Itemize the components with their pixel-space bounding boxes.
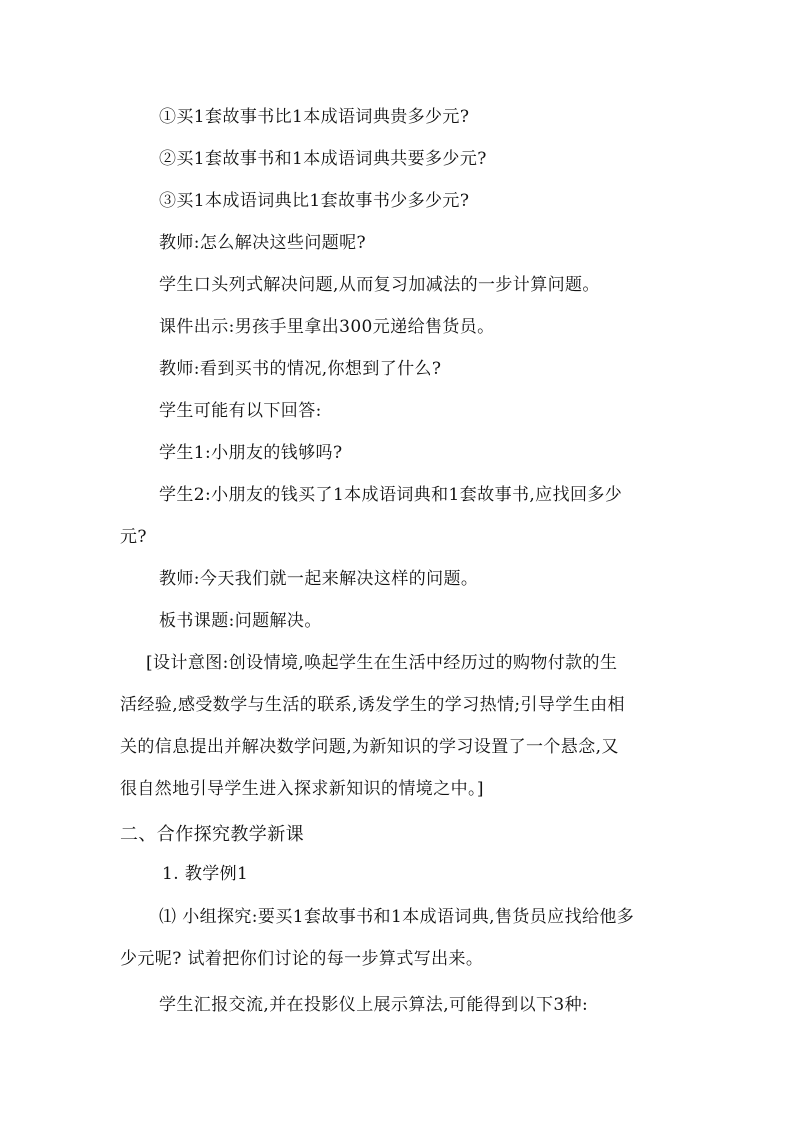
teacher-prompt: 教师:看到买书的情况,你想到了什么? [159, 359, 442, 379]
courseware-display: 课件出示:男孩手里拿出300元递给售货员。 [159, 317, 495, 337]
board-title: 板书课题:问题解决。 [159, 611, 322, 631]
design-intent-line-1: [设计意图:创设情境,唤起学生在生活中经历过的购物付款的生 [146, 653, 618, 673]
group-inquiry-line-2: 少元呢? 试着把你们讨论的每一步算式写出来。 [120, 949, 484, 969]
group-inquiry-line-1: ⑴ 小组探究:要买1套故事书和1本成语词典,售货员应找给他多 [159, 907, 635, 927]
teacher-statement: 教师:今天我们就一起来解决这样的问题。 [159, 569, 479, 589]
question-3: ③买1本成语词典比1套故事书少多少元? [159, 191, 470, 211]
possible-answers-intro: 学生可能有以下回答: [159, 401, 322, 421]
student-1-answer: 学生1:小朋友的钱够吗? [159, 443, 343, 463]
section-heading: 二、合作探究教学新课 [120, 824, 304, 845]
student-2-answer-line-2: 元? [120, 527, 147, 547]
student-2-answer-line-1: 学生2:小朋友的钱买了1本成语词典和1套故事书,应找回多少 [159, 485, 623, 505]
design-intent-line-4: 很自然地引导学生进入探求新知识的情境之中。] [120, 779, 484, 799]
student-review: 学生口头列式解决问题,从而复习加减法的一步计算问题。 [159, 275, 600, 295]
question-1: ①买1套故事书比1本成语词典贵多少元? [159, 107, 470, 127]
design-intent-line-2: 活经验,感受数学与生活的联系,诱发学生的学习热情;引导学生由相 [120, 695, 625, 715]
student-report: 学生汇报交流,并在投影仪上展示算法,可能得到以下3种: [159, 995, 589, 1015]
teacher-question: 教师:怎么解决这些问题呢? [159, 233, 367, 253]
question-2: ②买1套故事书和1本成语词典共要多少元? [159, 149, 487, 169]
example-heading: 1. 教学例1 [162, 864, 249, 884]
design-intent-line-3: 关的信息提出并解决数学问题,为新知识的学习设置了一个悬念,又 [120, 737, 619, 757]
